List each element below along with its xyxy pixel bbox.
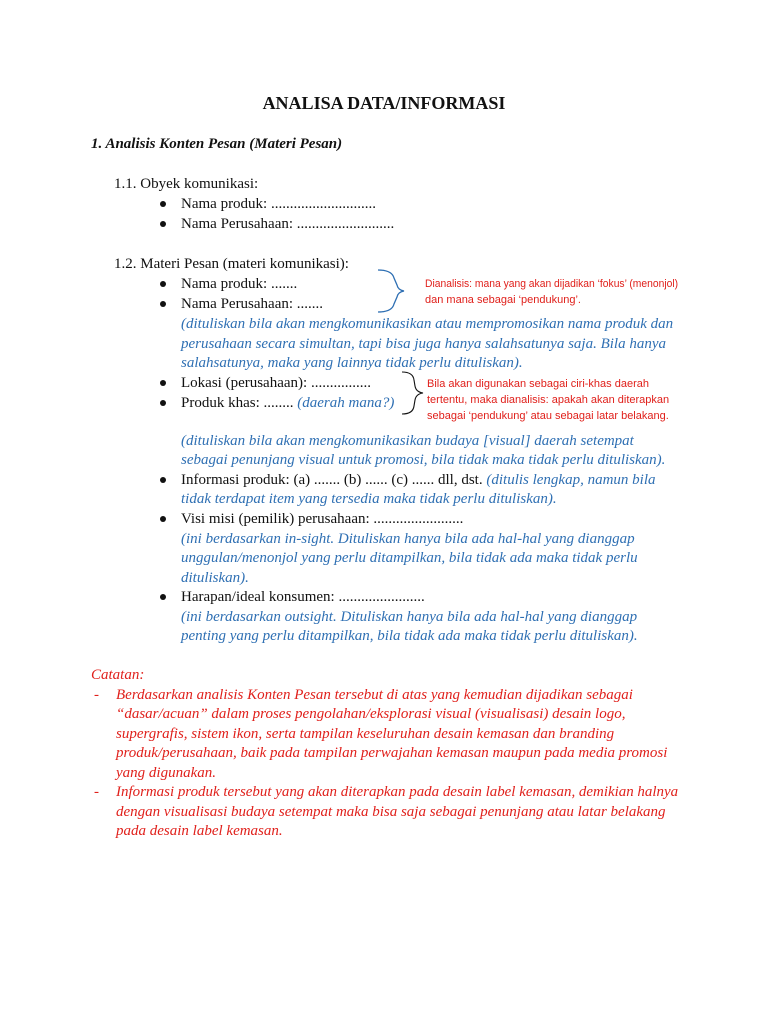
side-note-line: Dianalisis: mana yang akan dijadikan ‘fokus’ (menonjol) <box>425 278 679 290</box>
list-item-text: Informasi produk: (a) ....... (b) ...... (c) ...... dll, dst. <box>181 472 487 488</box>
side-note-line: tertentu, maka dianalisis: apakah akan diterapkan <box>427 394 670 406</box>
explanation-line: perusahaan secara simultan, tapi bisa juga hanya salahsatunya saja. Bila hanya <box>181 336 666 352</box>
list-item-text: Produk khas: ........ <box>181 395 298 411</box>
explanation-line: penting yang perlu ditampilkan, bila tidak ada maka tidak perlu dituliskan). <box>181 628 638 644</box>
notes-line: produk/perusahaan, baik pada tampilan perwajahan kemasan maupun pada media promosi <box>116 745 668 761</box>
explanation-line: salahsatunya, maka yang lainnya tidak perlu dituliskan). <box>181 355 523 371</box>
list-item-note: (ditulis lengkap, namun bila <box>486 472 656 488</box>
side-note-line: sebagai ‘pendukung’ atau sebagai latar belakang. <box>427 410 669 422</box>
notes-line: pada desain label kemasan. <box>116 823 283 839</box>
list-item: Nama Perusahaan: ....... <box>181 296 324 312</box>
side-note-line: dan mana sebagai ‘pendukung’. <box>425 294 581 306</box>
explanation-line: (dituliskan bila akan mengkomunikasikan budaya [visual] daerah setempat <box>181 433 634 449</box>
list-item: Nama Perusahaan: .......................... <box>181 216 395 232</box>
bracket-icon <box>378 270 404 312</box>
explanation-line: sebagai penunjang visual untuk promosi, bila tidak maka tidak perlu dituliskan). <box>181 452 666 468</box>
explanation-line: unggulan/menonjol yang perlu ditampilkan, bila tidak ada maka tidak perlu <box>181 550 638 566</box>
dash-marker: - <box>94 687 99 703</box>
explanation-line: dituliskan). <box>181 570 249 586</box>
subsection-heading-1-2: 1.2. Materi Pesan (materi komunikasi): <box>114 256 349 272</box>
notes-line: supergrafis, sistem ikon, serta tampilan keseluruhan desain kemasan dan branding <box>116 726 615 742</box>
list-item: Lokasi (perusahaan): ................ <box>181 375 371 391</box>
section-heading: 1. Analisis Konten Pesan (Materi Pesan) <box>91 136 343 152</box>
subsection-heading-1-1: 1.1. Obyek komunikasi: <box>114 176 259 192</box>
bracket-icon <box>402 372 423 414</box>
list-item: Visi misi (pemilik) perusahaan: ........................ <box>181 511 464 527</box>
explanation-line: (dituliskan bila akan mengkomunikasikan atau mempromosikan nama produk dan <box>181 316 674 332</box>
notes-line: “dasar/acuan” dalam proses pengolahan/eksplorasi visual (visualisasi) desain logo, <box>116 706 626 722</box>
explanation-line: tidak terdapat item yang tersedia maka tidak perlu dituliskan). <box>181 491 557 507</box>
list-item: Nama produk: ....... <box>181 276 298 292</box>
page-title: ANALISA DATA/INFORMASI <box>262 93 506 113</box>
dash-marker: - <box>94 784 99 800</box>
notes-line: yang digunakan. <box>116 765 216 781</box>
list-item-note: (daerah mana?) <box>297 395 395 411</box>
side-note-line: Bila akan digunakan sebagai ciri-khas daerah <box>427 378 649 390</box>
explanation-line: (ini berdasarkan in-sight. Dituliskan hanya bila ada hal-hal yang dianggap <box>181 531 635 547</box>
list-item: Nama produk: ............................ <box>181 196 376 212</box>
explanation-line: (ini berdasarkan outsight. Dituliskan hanya bila ada hal-hal yang dianggap <box>181 609 638 625</box>
notes-heading: Catatan: <box>91 667 145 683</box>
list-item: Harapan/ideal konsumen: ....................... <box>181 589 425 605</box>
notes-line: Berdasarkan analisis Konten Pesan tersebut di atas yang kemudian dijadikan sebagai <box>116 687 633 703</box>
notes-line: Informasi produk tersebut yang akan diterapkan pada desain label kemasan, demikian halnya <box>116 784 679 800</box>
notes-line: dengan visualisasi budaya setempat maka bisa saja sebagai penunjang atau latar belakang <box>116 804 666 820</box>
